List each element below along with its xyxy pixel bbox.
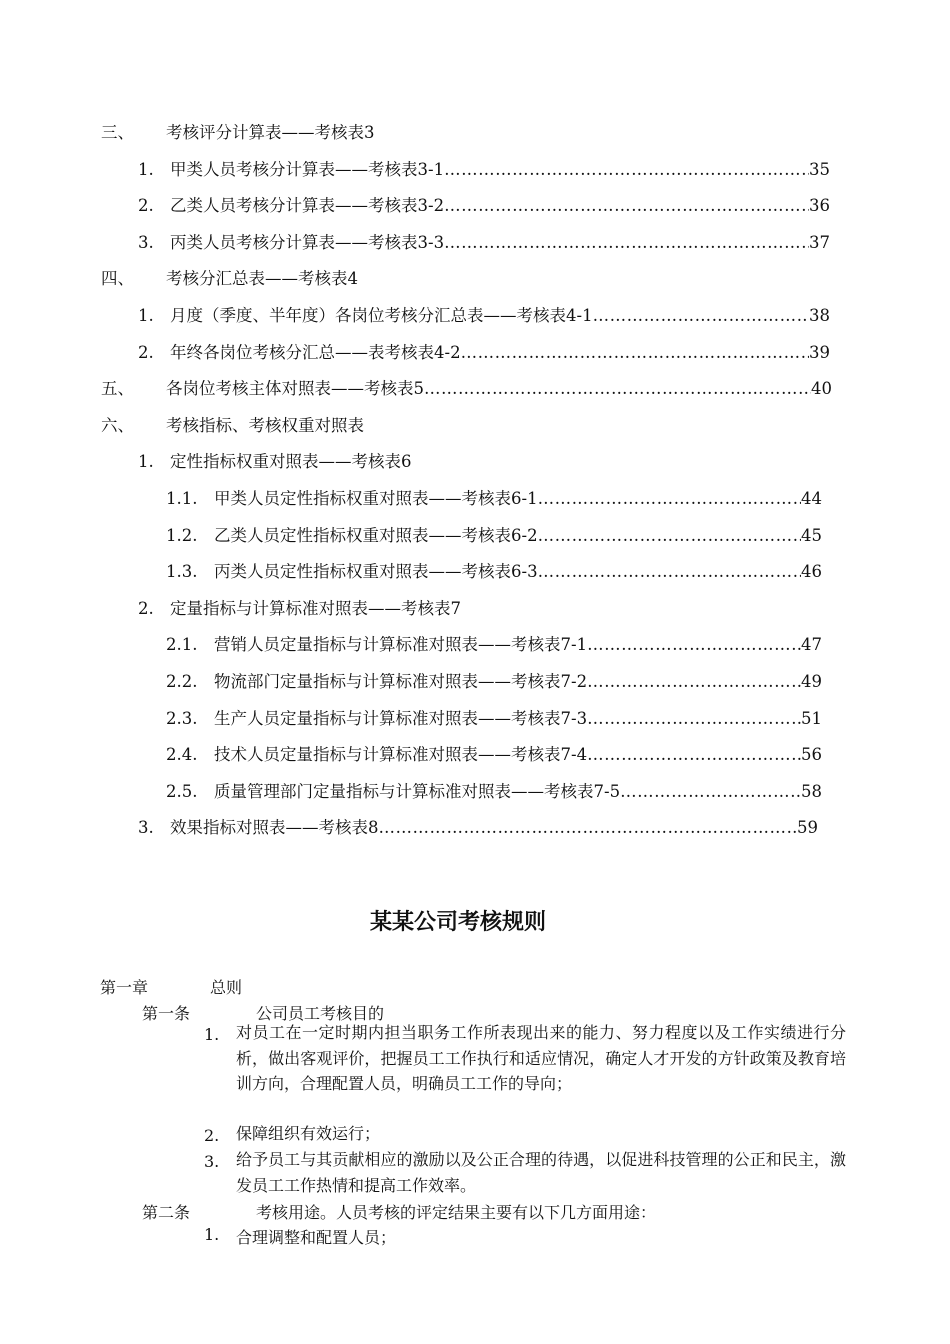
toc-section[interactable] (0, 261, 950, 298)
toc-number: 1.2. (166, 525, 198, 545)
toc-number: 3. (138, 232, 154, 252)
toc-leader (538, 518, 801, 555)
toc-entry[interactable] (0, 810, 950, 847)
toc-leader (538, 481, 801, 518)
list-item-text: 保障组织有效运行； (236, 1124, 381, 1143)
toc-leader (461, 335, 809, 372)
article-number: 第一条 (142, 1004, 191, 1023)
article-title: 公司员工考核目的 (256, 1004, 385, 1023)
toc-number: 三、 (101, 123, 134, 142)
list-item-number: 2. (204, 1126, 220, 1145)
toc-section[interactable] (0, 408, 950, 445)
toc-title: 乙类人员考核分计算表——考核表3-2 (170, 196, 445, 216)
toc-page-number: 46 (801, 562, 822, 582)
toc-number: 2. (138, 342, 154, 362)
toc-page-number: 44 (801, 488, 822, 508)
toc-number: 2.1. (166, 635, 198, 655)
toc-page-number: 47 (801, 635, 822, 655)
toc-title: 年终各岗位考核分汇总——表考核表4-2 (170, 342, 461, 362)
toc-entry[interactable] (0, 188, 950, 225)
article-number: 第二条 (142, 1203, 191, 1222)
toc-entry[interactable] (0, 371, 950, 408)
toc-title: 生产人员定量指标与计算标准对照表——考核表7-3 (214, 708, 588, 728)
toc-number: 1. (138, 452, 154, 472)
list-item-text: 合理调整和配置人员； (236, 1228, 397, 1247)
toc-leader (444, 225, 809, 262)
toc-leader (587, 627, 801, 664)
toc-number: 六、 (101, 415, 134, 435)
toc-number: 2. (138, 196, 154, 216)
toc-title: 定性指标权重对照表——考核表6 (170, 452, 412, 472)
toc-title: 考核分汇总表——考核表4 (166, 269, 358, 289)
toc-page-number: 51 (801, 708, 822, 728)
toc-number: 四、 (101, 269, 134, 289)
toc-leader (587, 737, 801, 774)
toc-page-number: 39 (809, 342, 830, 362)
list-item-text: 给予员工与其贡献相应的激励以及公正合理的待遇，以促进科技管理的公正和民主，激发员工工作热情和提高工作效率。 (236, 1150, 846, 1195)
toc-entry[interactable] (0, 481, 950, 518)
toc-title: 考核指标、考核权重对照表 (166, 415, 364, 435)
toc-entry[interactable] (0, 737, 950, 774)
toc-entry[interactable] (0, 627, 950, 664)
toc-title: 甲类人员考核分计算表——考核表3-1 (170, 159, 445, 179)
toc-leader (538, 554, 801, 591)
toc-title: 技术人员定量指标与计算标准对照表——考核表7-4 (214, 745, 588, 765)
document-title: 某某公司考核规则 (369, 910, 546, 935)
toc-title: 效果指标对照表——考核表8 (170, 818, 379, 838)
chapter-number: 第一章 (100, 978, 149, 997)
toc-subsection[interactable] (0, 444, 950, 481)
toc-title: 丙类人员定性指标权重对照表——考核表6-3 (214, 562, 538, 582)
toc-leader (593, 298, 809, 335)
toc-number: 2.3. (166, 708, 198, 728)
toc-leader (444, 188, 809, 225)
toc-entry[interactable] (0, 701, 950, 738)
toc-title: 甲类人员定性指标权重对照表——考核表6-1 (214, 488, 538, 508)
toc-page-number: 36 (809, 196, 830, 216)
toc-title: 物流部门定量指标与计算标准对照表——考核表7-2 (214, 671, 588, 691)
toc-number: 1.3. (166, 562, 198, 582)
toc-number: 2.4. (166, 745, 198, 765)
toc-page-number: 37 (809, 232, 830, 252)
toc-leader (444, 152, 809, 189)
toc-title: 定量指标与计算标准对照表——考核表7 (170, 598, 461, 618)
toc-number: 1. (138, 305, 154, 325)
toc-page-number: 38 (809, 305, 830, 325)
toc-entry[interactable] (0, 298, 950, 335)
toc-number: 2.5. (166, 781, 198, 801)
table-of-contents (0, 115, 950, 847)
toc-page-number: 40 (811, 379, 832, 399)
toc-number: 3. (138, 818, 154, 838)
toc-entry[interactable] (0, 518, 950, 555)
toc-entry[interactable] (0, 335, 950, 372)
toc-entry[interactable] (0, 774, 950, 811)
toc-page-number: 35 (809, 159, 830, 179)
toc-page-number: 49 (801, 671, 822, 691)
toc-title: 质量管理部门定量指标与计算标准对照表——考核表7-5 (214, 781, 621, 801)
toc-number: 2.2. (166, 671, 198, 691)
toc-page-number: 56 (801, 745, 822, 765)
toc-number: 1. (138, 159, 154, 179)
toc-title: 乙类人员定性指标权重对照表——考核表6-2 (214, 525, 538, 545)
list-item-number: 3. (204, 1152, 220, 1171)
toc-title: 考核评分计算表——考核表3 (166, 123, 375, 142)
toc-title: 月度（季度、半年度）各岗位考核分汇总表——考核表4-1 (170, 305, 593, 325)
toc-title: 营销人员定量指标与计算标准对照表——考核表7-1 (214, 635, 588, 655)
toc-number: 1.1. (166, 488, 198, 508)
chapter-title: 总则 (210, 978, 243, 997)
list-item-number: 1. (204, 1225, 220, 1244)
toc-page-number: 45 (801, 525, 822, 545)
toc-entry[interactable] (0, 225, 950, 262)
toc-number: 五、 (101, 379, 134, 399)
toc-title: 各岗位考核主体对照表——考核表5 (166, 379, 424, 399)
toc-number: 2. (138, 598, 154, 618)
toc-leader (379, 810, 798, 847)
toc-leader (424, 371, 811, 408)
list-item-number: 1. (204, 1025, 220, 1044)
toc-entry[interactable] (0, 152, 950, 189)
toc-page-number: 59 (797, 818, 818, 838)
toc-entry[interactable] (0, 664, 950, 701)
toc-section[interactable] (0, 115, 950, 152)
toc-page-number: 58 (801, 781, 822, 801)
toc-title: 丙类人员考核分计算表——考核表3-3 (170, 232, 445, 252)
article-title: 考核用途。人员考核的评定结果主要有以下几方面用途： (256, 1203, 657, 1222)
toc-leader (587, 664, 801, 701)
list-item-text: 对员工在一定时期内担当职务工作所表现出来的能力、努力程度以及工作实绩进行分析，做出客观评价，把握员工工作执行和适应情况，确定人才开发的方针政策及教育培训方向，合理配置人员，明确员工工作的导向； (236, 1023, 846, 1093)
toc-entry[interactable] (0, 554, 950, 591)
toc-leader (620, 774, 801, 811)
toc-leader (587, 701, 801, 738)
toc-subsection[interactable] (0, 591, 950, 628)
